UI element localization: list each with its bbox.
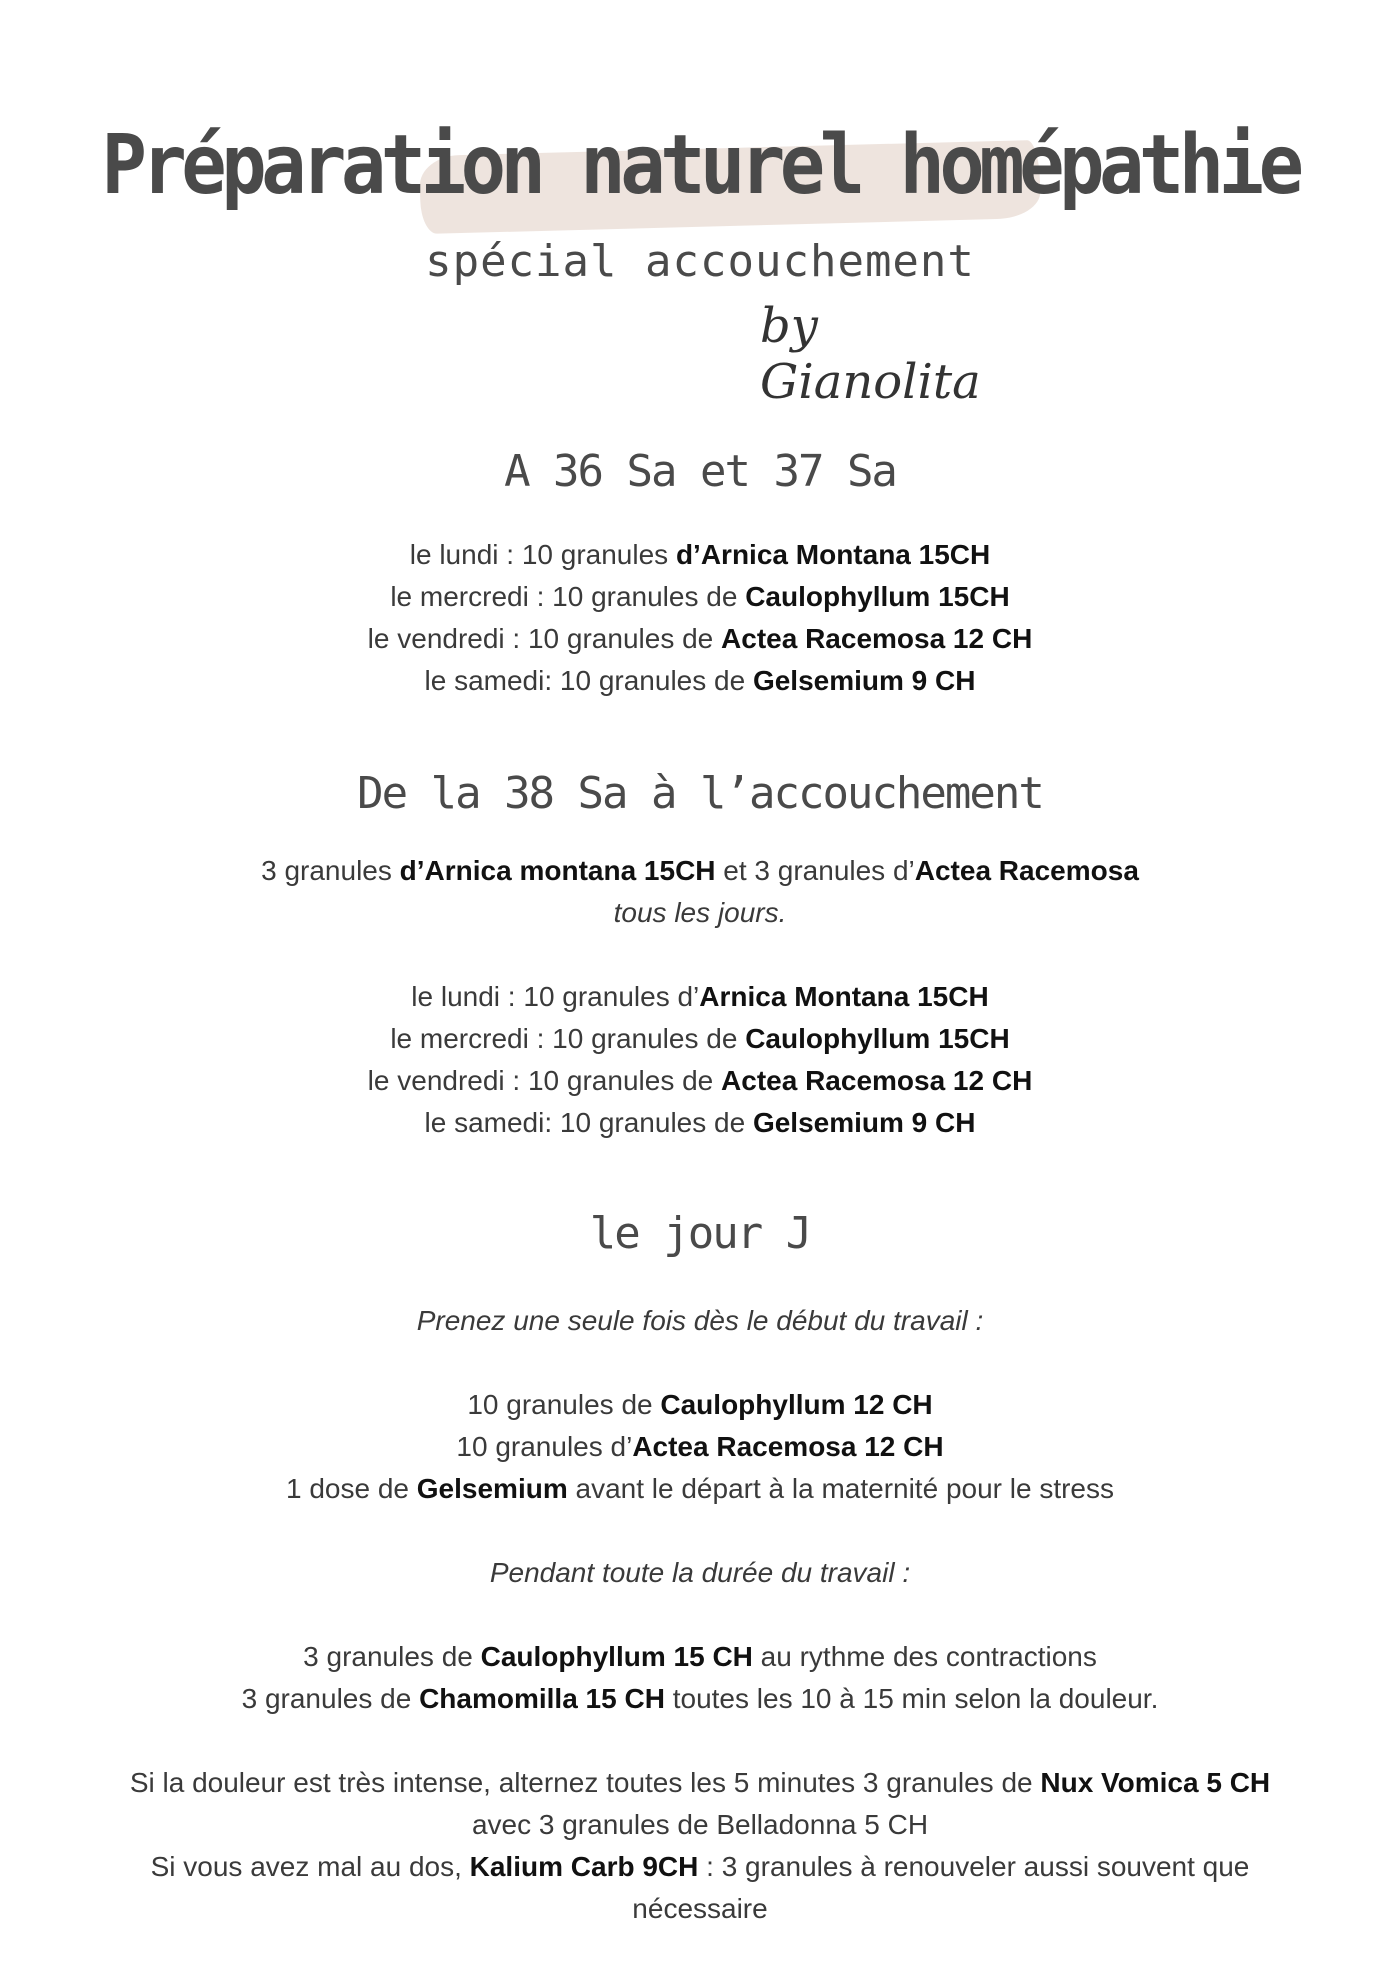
remedy-name: d’Arnica Montana 15CH [675,539,991,570]
text-run: nécessaire [632,1893,768,1924]
text-line [60,1846,1340,1888]
author-signature: by Gianolita [760,298,981,410]
text-run: le mercredi : 10 granules de [390,581,746,612]
text-run: toutes les 10 à 15 min selon la douleur. [664,1683,1159,1714]
text-run: 3 granules [261,855,400,886]
text-run: 3 granules de [303,1641,481,1672]
text-line [60,1762,1340,1804]
section-heading-jour-j: le jour J [589,1208,811,1259]
remedy-name: Chamomilla 15 CH [419,1683,665,1714]
text-run: Si vous avez mal au dos, [150,1851,470,1882]
page-subtitle: spécial accouchement [425,236,975,287]
remedy-name: Actea Racemosa [914,855,1139,886]
text-line [60,1678,1340,1720]
text-run: tous les jours. [613,897,787,928]
text-line [60,1510,1340,1552]
remedy-name: Gelsemium 9 CH [752,665,976,696]
section-heading-38-sa: De la 38 Sa à l’accouchement [357,768,1043,819]
text-run: avec 3 granules de Belladonna 5 CH [471,1809,929,1840]
remedy-name: Actea Racemosa 12 CH [721,1065,1033,1096]
text-line [60,576,1340,618]
text-line [60,1342,1340,1384]
text-line [60,534,1340,576]
text-line [60,976,1340,1018]
remedy-name: Actea Racemosa 12 CH [632,1431,944,1462]
section-38-sa-lines [60,850,1340,1144]
page-title: Préparation naturel homépathie [101,118,1299,213]
text-line [60,1594,1340,1636]
text-line [60,1102,1340,1144]
text-run: le lundi : 10 granules [409,539,676,570]
section-jour-j-lines [60,1300,1340,1930]
section-36-37-sa-lines [60,534,1340,702]
text-line [60,1636,1340,1678]
remedy-name: d’Arnica montana 15CH [399,855,716,886]
text-run: le mercredi : 10 granules de [390,1023,746,1054]
remedy-name: Gelsemium [416,1473,568,1504]
text-line [60,1468,1340,1510]
text-line [60,934,1340,976]
text-run: le vendredi : 10 granules de [367,1065,722,1096]
text-run: 10 granules de [467,1389,661,1420]
remedy-name: Caulophyllum 15CH [745,581,1010,612]
text-run: Si la douleur est très intense, alternez toutes les 5 minutes 3 granules de [129,1767,1041,1798]
text-line [60,1060,1340,1102]
text-line [60,1804,1340,1846]
remedy-name: Caulophyllum 12 CH [660,1389,933,1420]
text-line [60,850,1340,892]
remedy-name: Caulophyllum 15 CH [480,1641,753,1672]
text-run: le vendredi : 10 granules de [367,623,722,654]
text-run: au rythme des contractions [752,1641,1097,1672]
text-line [60,1384,1340,1426]
remedy-name: Actea Racemosa 12 CH [721,623,1033,654]
section-heading-36-37-sa: A 36 Sa et 37 Sa [504,446,896,497]
remedy-name: Kalium Carb 9CH [469,1851,699,1882]
text-run: et 3 granules d’ [715,855,915,886]
text-line [60,660,1340,702]
remedy-name: Gelsemium 9 CH [752,1107,976,1138]
text-line [60,892,1340,934]
text-line [60,618,1340,660]
text-run: Pendant toute la durée du travail : [489,1557,911,1588]
text-run: : 3 granules à renouveler aussi souvent que [698,1851,1250,1882]
text-line [60,1888,1340,1930]
text-run: le samedi: 10 granules de [424,1107,753,1138]
text-run: le samedi: 10 granules de [424,665,753,696]
text-run: avant le départ à la maternité pour le stress [567,1473,1115,1504]
text-line [60,1552,1340,1594]
text-run: Prenez une seule fois dès le début du travail : [416,1305,984,1336]
text-run: 3 granules de [241,1683,420,1714]
text-line [60,1426,1340,1468]
remedy-name: Nux Vomica 5 CH [1040,1767,1271,1798]
text-line [60,1720,1340,1762]
text-line [60,1018,1340,1060]
text-run: 10 granules d’ [456,1431,633,1462]
remedy-name: Arnica Montana 15CH [699,981,989,1012]
text-run: 1 dose de [285,1473,417,1504]
text-run: le lundi : 10 granules d’ [411,981,700,1012]
text-line [60,1300,1340,1342]
remedy-name: Caulophyllum 15CH [745,1023,1010,1054]
